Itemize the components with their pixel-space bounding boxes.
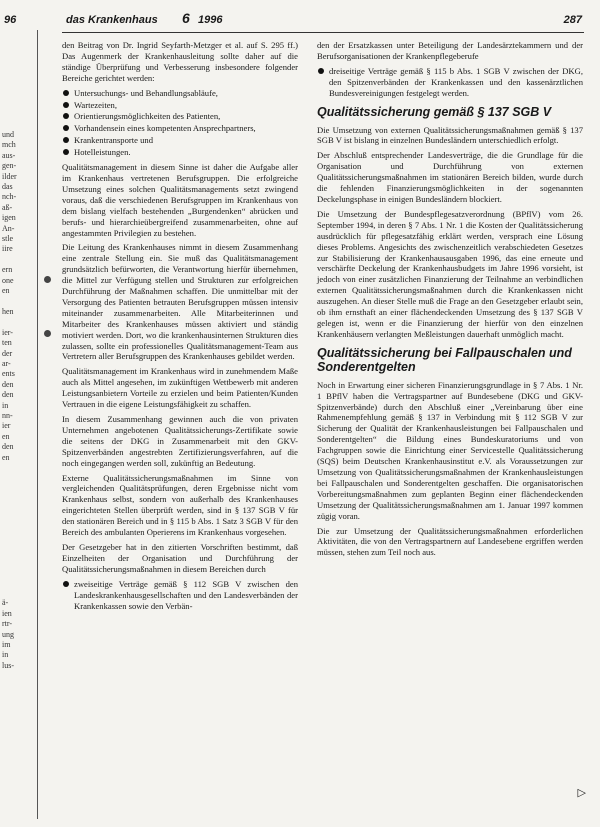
margin-fragment: in — [2, 650, 9, 660]
paragraph: Der Gesetzgeber hat in den zitierten Vorschriften bestimmt, daß Einzelheiten der Organisation und Durchführung der Qualitätssicherungsmaßnahmen in diesem Bereichen durch — [62, 541, 298, 574]
margin-fragment: ä- — [2, 598, 9, 608]
margin-fragment: iire — [2, 244, 13, 254]
margin-fragment: ier — [2, 421, 11, 431]
bullet-icon — [63, 90, 69, 96]
list-item — [62, 135, 298, 146]
margin-fragment — [2, 577, 36, 587]
list-item — [62, 123, 298, 134]
paragraph: Der Abschluß entsprechender Landesverträge, die die Grundlage für die Organisation und Durchführung von externen Qualitätssicherungsmaßnahmen im stationären Bereich bilden, wurde durch die fehlenden Finanzierungsmöglichkeiten in der sogenannten Deckelungsphase in einigen Bundesländern blockiert. — [317, 150, 583, 204]
margin-fragment — [2, 557, 36, 567]
margin-fragment: mch — [2, 140, 16, 150]
margin-fragment: ten — [2, 338, 12, 348]
margin-fragment: ents — [2, 369, 15, 379]
paragraph: Die Umsetzung von externen Qualitätssicherungsmaßnahmen gemäß § 137 SGB V ist bislang in einzelnen Bundesländern unterschiedlich erfolgt. — [317, 124, 583, 146]
list-item — [62, 100, 298, 111]
margin-fragment: hen — [2, 306, 14, 316]
page-number: 287 — [563, 14, 582, 26]
margin-fragment: ier- — [2, 327, 13, 337]
list-item — [62, 88, 298, 99]
bullet-icon — [318, 68, 324, 74]
margin-fragment: aus- — [2, 150, 16, 160]
binder-hole-icon — [44, 276, 51, 283]
issue-number: 6 — [182, 10, 190, 26]
margin-fragment: one — [2, 275, 14, 285]
margin-fragment — [2, 515, 36, 525]
quality-areas-list — [62, 88, 298, 158]
margin-fragment: igen — [2, 213, 16, 223]
section-heading: Qualitätssicherung gemäß § 137 SGB V — [317, 104, 552, 119]
list-item — [317, 66, 583, 99]
gutter-rule — [37, 30, 38, 819]
paragraph: Noch in Erwartung einer sicheren Finanzierungsgrundlage in § 7 Abs. 1 Nr. 1 BPflV haben die Vertragspartner auf Bundesebene (DKG und GKV-Spitzenverbände) durch den Abschluß einer „Vereinbarung über eine Rahmenempfehlung gemäß § 137 in Verbindung mit § 112 SGB V zur Sicherung der Qualität der Krankenhausleistungen bei Fallpauschalen und Sonderentgelten“ die Bildung eines Bundeskuratoriums und von Fachgruppen sowie die Einrichtung einer Servicestelle Qualitätssicherung (SQS) beim Deutschen Krankenhausinstitut e.V. als Voraussetzungen zur Umsetzung von Qualitätssicherungsmaßnahmen der Krankenhausleistungen bei Fallpauschalen und Sonderentgelten geschaffen. Die organisatorischen Vorbereitungsmaßnahmen zum geplanten Beginn einer flächendeckenden Umsetzung der Qualitätssicherungsmaßnahmen am 1. Januar 1997 kommen zügig voran. — [317, 379, 583, 521]
margin-fragment: den — [2, 390, 14, 400]
margin-fragment: den — [2, 442, 14, 452]
margin-fragment: en — [2, 286, 10, 296]
margin-fragment: An- — [2, 223, 15, 233]
margin-fragment: en — [2, 452, 10, 462]
binder-hole-icon — [44, 330, 51, 337]
list-item-text: Hotelleistungen. — [74, 147, 131, 158]
paragraph: Die zur Umsetzung der Qualitätssicherungsmaßnahmen erforderlichen Aktivitäten, die von den Vertragspartnern auf Landesebene ergriffen werden müssen, stehen zum Teil noch aus. — [317, 525, 583, 558]
left-column — [62, 40, 298, 615]
list-item-text: Orientierungsmöglichkeiten des Patienten, — [74, 111, 221, 122]
list-item-text: Wartezeiten, — [74, 99, 117, 110]
margin-fragment: der — [2, 348, 13, 358]
list-item-text: Untersuchungs- und Behandlungsabläufe, — [74, 87, 218, 98]
margin-fragment: das — [2, 182, 13, 192]
right-column — [317, 40, 583, 562]
margin-fragment — [2, 525, 36, 535]
margin-fragment — [2, 588, 36, 598]
margin-fragment: aß- — [2, 202, 13, 212]
list-item-text: zweiseitige Verträge gemäß § 112 SGB V zwischen den Landeskrankenhausgesellschaften und den Landesverbänden der Krankenkassen sowie den Verbän- — [74, 578, 298, 611]
continue-arrow-icon: ▷ — [577, 786, 586, 799]
paragraph: Die Umsetzung der Bundespflegesatzverordnung (BPflV) vom 26. September 1994, in deren § 7 Abs. 1 Nr. 1 die Kosten der Qualitätssicherung ausdrücklich für pflegesatzfähig erklärt werden, versprach eine Lösung dieses Problems. Angesichts des zwischenzeitlich verabschiedeten Gesetzes zur Stabilisierung der Krankenhausausgaben 1996, das eine erneute und verschärfte Deckelung der Krankenhausbudgets im Jahre 1996 vorsieht, ist jedoch von einer zusätzlichen Finanzierung der Teilnahme an verbindlichen externen Qualitätssicherungsmaßnahmen durch die Krankenkassen nicht auszugehen. An dieser Stelle muß die Frage an den Gesetzgeber erlaubt sein, ob ihm ernsthaft an einer flächendeckenden Umsetzung des § 137 SGB V gelegen ist, wenn er die Finanzierung der hierfür von den einzelnen Krankenhäusern verlangten Meßleistungen dauerhaft unmöglich macht. — [317, 208, 583, 339]
list-item-text: Krankentransporte und — [74, 135, 153, 146]
margin-fragment — [2, 255, 36, 265]
margin-fragment: gen- — [2, 161, 17, 171]
margin-fragment: ilder — [2, 171, 17, 181]
margin-fragment: ung — [2, 629, 14, 639]
paragraph: Qualitätsmanagement in diesem Sinne ist daher die Aufgabe aller im Krankenhaus vertretenen Berufsgruppen. Die erfolgreiche Umsetzung eines solchen Qualitätsmanagements setzt zwingend voraus, daß die verschiedenen Berufsgruppen im Krankenhaus von dem bislang vielfach bestehenden „Burgendenken“ abrücken und berufs- und hierarchieübergreifend zusammenarbeiten, ohne auf angestammten Privilegien zu bestehen. — [62, 162, 298, 238]
journal-title: das Krankenhaus — [66, 14, 158, 26]
margin-fragment — [2, 484, 36, 494]
issue-year: 1996 — [198, 14, 223, 26]
list-item — [62, 579, 298, 612]
facing-page-fragments — [2, 130, 36, 671]
margin-fragment: en — [2, 431, 10, 441]
paragraph: den Beitrag von Dr. Ingrid Seyfarth-Metzger et al. auf S. 295 ff.) Das Augenmerk der Krankenhausleitung sollte daher auf die ständige Überprüfung und Verbesserung insbesondere folgender Bereiche gerichtet werden: — [62, 40, 298, 83]
margin-fragment — [2, 567, 36, 577]
margin-fragment: ern — [2, 265, 13, 275]
margin-fragment — [2, 463, 36, 473]
paragraph: Die Leitung des Krankenhauses nimmt in diesem Zusammenhang eine zentrale Stellung ein. Sie muß das Qualitätsmanagement grundsätzlich befürworten, die Verantwortung hierfür übernehmen, die Mittel zur Verfügung stellen und Strukturen zur erfolgreichen Durchführung der Maßnahmen schaffen. Die unmittelbar mit der Versorgung des Patienten betrauten Berufsgruppen müssen intensiv miteinander zusammenarbeiten. Alle Mitarbeiterinnen und Mitarbeiter des Krankenhauses müssen aktiviert und ständig motiviert werden. Dort, wo die krankenhausinternen Strukturen dies zulassen, sollte ein professionelles Qualitätsmanagement-Team aus Vertretern aller Berufsgruppen des Krankenhauses gebildet werden. — [62, 242, 298, 362]
margin-fragment: ien — [2, 608, 12, 618]
paragraph: den der Ersatzkassen unter Beteiligung der Landesärztekammern und der Berufsorganisationen der Krankenpflegeberufe — [317, 40, 583, 61]
margin-fragment: und — [2, 130, 14, 139]
bullet-icon — [63, 113, 69, 119]
margin-fragment — [2, 536, 36, 546]
bullet-icon — [63, 137, 69, 143]
contracts-list-continued — [317, 66, 583, 99]
paragraph: Externe Qualitätssicherungsmaßnahmen im Sinne von vergleichenden Qualitätsprüfungen, deren Ergebnisse nicht vom Krankenhaus selbst, sondern von außerhalb des Krankenhauses eingerichteten Stellen überprüft werden, sind in § 137 SGB V für den stationären Bereich und in § 115 b Abs. 1 Satz 3 SGB V für den Bereich des ambulanten Operierens im Krankenhaus vorgesehen. — [62, 472, 298, 538]
bullet-icon — [63, 581, 69, 587]
margin-fragment — [2, 317, 36, 327]
contracts-list — [62, 579, 298, 612]
bullet-icon — [63, 102, 69, 108]
margin-fragment — [2, 494, 36, 504]
margin-fragment: den — [2, 379, 14, 389]
margin-fragment: nch- — [2, 192, 17, 202]
margin-fragment — [2, 473, 36, 483]
margin-fragment: rtr- — [2, 619, 13, 629]
running-header — [0, 10, 600, 32]
header-rule — [62, 32, 584, 33]
section-heading: Qualitätssicherung bei Fallpauschalen und Sonderentgelten — [317, 345, 572, 374]
list-item — [62, 147, 298, 158]
list-item-text: dreiseitige Verträge gemäß § 115 b Abs. 1 SGB V zwischen der DKG, den Spitzenverbänden der Krankenkassen und den kassenärztlichen Bundesvereinigungen festgelegt werden. — [329, 65, 583, 98]
margin-fragment: lus- — [2, 660, 14, 670]
margin-fragment: ar- — [2, 358, 11, 368]
margin-fragment — [2, 297, 36, 307]
margin-fragment: in — [2, 400, 9, 410]
margin-fragment — [2, 505, 36, 515]
paragraph: In diesem Zusammenhang gewinnen auch die von privaten Unternehmen angebotenen Qualitätssicherungs-Zertifikate sowie die seitens der DKG in Zusammenarbeit mit den GKV-Spitzenverbänden angestrebten Zertifizierungsverfahren, auf die noch eingegangen werden soll, zukünftig an Bedeutung. — [62, 414, 298, 468]
margin-fragment: nn- — [2, 410, 13, 420]
bullet-icon — [63, 149, 69, 155]
list-item — [62, 111, 298, 122]
facing-page-number: 96 — [4, 14, 17, 26]
bullet-icon — [63, 125, 69, 131]
margin-fragment: im — [2, 639, 11, 649]
paragraph: Qualitätsmanagement im Krankenhaus wird in zunehmendem Maße auch als Mittel angesehen, im zukünftigen Wettbewerb mit anderen Leistungsanbietern Vorteile zu erzielen und beim Patienten/Kunden Vertrauen in die eigene Leistungsfähigkeit zu schaffen. — [62, 366, 298, 410]
list-item-text: Vorhandensein eines kompetenten Ansprechpartners, — [74, 123, 256, 134]
margin-fragment: stle — [2, 234, 14, 244]
margin-fragment — [2, 546, 36, 556]
